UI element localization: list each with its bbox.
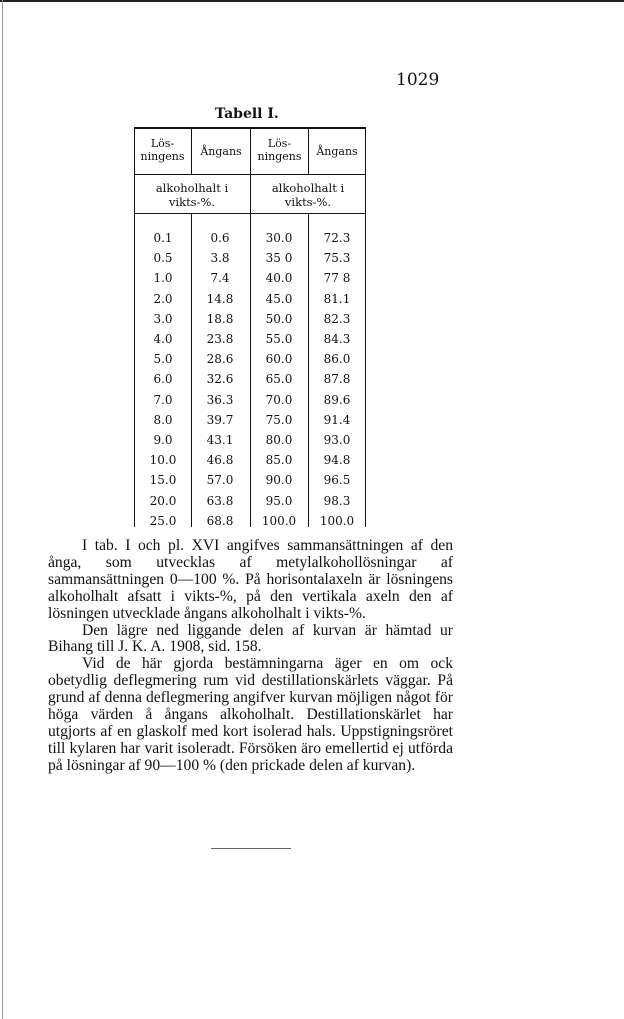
table-cell: 75.3 bbox=[323, 251, 351, 266]
unit-label-left bbox=[135, 181, 249, 209]
table-cell: 1.0 bbox=[153, 271, 173, 286]
page-number: 1029 bbox=[396, 70, 440, 90]
table-cell: 32.6 bbox=[206, 372, 234, 387]
table-cell: 94.8 bbox=[323, 453, 351, 468]
table-cell: 5.0 bbox=[153, 352, 173, 367]
header-line: Lös- bbox=[150, 137, 175, 150]
unit-line: vikts-%. bbox=[168, 195, 216, 209]
table-cell: 57.0 bbox=[206, 473, 234, 488]
table-cell: 86.0 bbox=[323, 352, 351, 367]
table-cell: 70.0 bbox=[265, 392, 293, 407]
table-cell: 65.0 bbox=[265, 372, 293, 387]
unit-label-right bbox=[251, 181, 365, 209]
table-cell: 90.0 bbox=[265, 473, 293, 488]
header-line: ningens bbox=[257, 150, 302, 163]
table-cell: 93.0 bbox=[323, 433, 351, 447]
table-cell: 63.8 bbox=[206, 493, 234, 508]
page-top-border bbox=[0, 0, 624, 2]
table-cell: 6.0 bbox=[153, 372, 173, 387]
end-rule bbox=[211, 848, 291, 849]
table-cell: 20.0 bbox=[149, 493, 177, 508]
table-cell: 8.0 bbox=[153, 412, 173, 427]
table-cell: 80.0 bbox=[265, 433, 293, 447]
unit-line: vikts-%. bbox=[284, 195, 332, 209]
table-cell: 95.0 bbox=[265, 493, 293, 508]
table-cell: 40.0 bbox=[265, 271, 293, 286]
table-cell: 98.3 bbox=[323, 493, 351, 508]
table-title: Tabell I. bbox=[215, 106, 279, 122]
table-cell: 9.0 bbox=[153, 433, 173, 447]
table-cell: 45.0 bbox=[265, 291, 293, 306]
unit-line: alkoholhalt i bbox=[155, 181, 229, 195]
body-text bbox=[48, 538, 453, 775]
table-cell: 50.0 bbox=[265, 311, 293, 326]
table-cell: 91.4 bbox=[323, 412, 351, 427]
table-cell: 43.1 bbox=[206, 433, 234, 447]
table-cell: 15.0 bbox=[149, 473, 177, 488]
paragraph: Vid de här gjorda bestämningarna äger en om ock obetydlig deflegmering rum vid destillationskärlets väggar. På grund af denna deflegmering angifver kurvan möjligen något för höga värden å ångans alkoholhalt. Destillationskärlet har utgjorts af en glaskolf med kort isolerad hals. Uppstigningsröret till kylaren har varit isoleradt. Försöken äro emellertid ej utförda på lösningar af 90—100 % (den prickade delen af kurvan). bbox=[48, 655, 453, 774]
table-cell: 60.0 bbox=[265, 352, 293, 367]
table-cell: 0.5 bbox=[153, 251, 173, 266]
header-line: Lös- bbox=[267, 137, 292, 150]
table-cell: 81.1 bbox=[323, 291, 351, 306]
table-cell: 84.3 bbox=[323, 332, 351, 346]
header-line: ningens bbox=[140, 150, 185, 163]
table-cell: 100.0 bbox=[319, 513, 355, 528]
table-cell: 82.3 bbox=[323, 311, 351, 326]
table-cell: 25.0 bbox=[149, 513, 177, 528]
paragraph: Den lägre ned liggande delen af kurvan är hämtad ur Bihang till J. K. A. 1908, sid. 158. bbox=[48, 621, 453, 656]
table-cell: 30.0 bbox=[265, 231, 293, 245]
table-cell: 3.8 bbox=[210, 251, 230, 266]
table-cell: 36.3 bbox=[206, 392, 234, 407]
table-cell: 39.7 bbox=[206, 412, 234, 427]
table-cell: 96.5 bbox=[323, 473, 351, 488]
table-cell: 89.6 bbox=[323, 392, 351, 407]
table-cell: 10.0 bbox=[149, 453, 177, 468]
paragraph: I tab. I och pl. XVI angifves sammansättningen af den ånga, som utvecklas af metylalkohollösningar af sammansättningen 0—100 %. På horisontalaxeln är lösningens alkoholhalt afsatt i vikts-%, på den vertikala axeln den af lösningen utvecklade ångans alkoholhalt i vikts-%. bbox=[48, 537, 453, 622]
table-cell: 68.8 bbox=[206, 513, 234, 528]
table-cell: 14.8 bbox=[206, 291, 234, 306]
table-cell: 2.0 bbox=[153, 291, 173, 306]
table-cell: 87.8 bbox=[323, 372, 351, 387]
unit-line: alkoholhalt i bbox=[271, 181, 345, 195]
table-cell: 7.4 bbox=[210, 271, 230, 286]
table-cell: 85.0 bbox=[265, 453, 293, 468]
table-cell: 35 0 bbox=[265, 251, 293, 266]
data-table bbox=[134, 127, 366, 527]
header-angans-left: Ångans bbox=[200, 145, 242, 158]
table-cell: 46.8 bbox=[206, 453, 234, 468]
table-cell: 77 8 bbox=[323, 271, 351, 286]
table-cell: 0.1 bbox=[153, 231, 173, 245]
header-losningens-right bbox=[251, 137, 308, 163]
table-cell: 100.0 bbox=[261, 513, 297, 528]
table-right-rule bbox=[365, 129, 366, 527]
table-cell: 23.8 bbox=[206, 332, 234, 346]
header-angans-right: Ångans bbox=[316, 145, 358, 158]
page-left-border bbox=[2, 0, 3, 1019]
table-cell: 28.6 bbox=[206, 352, 234, 367]
table-cell: 3.0 bbox=[153, 311, 173, 326]
table-cell: 18.8 bbox=[206, 311, 234, 326]
table-cell: 75.0 bbox=[265, 412, 293, 427]
table-cell: 7.0 bbox=[153, 392, 173, 407]
table-cell: 72.3 bbox=[323, 231, 351, 245]
table-cell: 0.6 bbox=[210, 231, 230, 245]
header-losningens-left bbox=[134, 137, 191, 163]
table-cell: 4.0 bbox=[153, 332, 173, 346]
table-cell: 55.0 bbox=[265, 332, 293, 346]
